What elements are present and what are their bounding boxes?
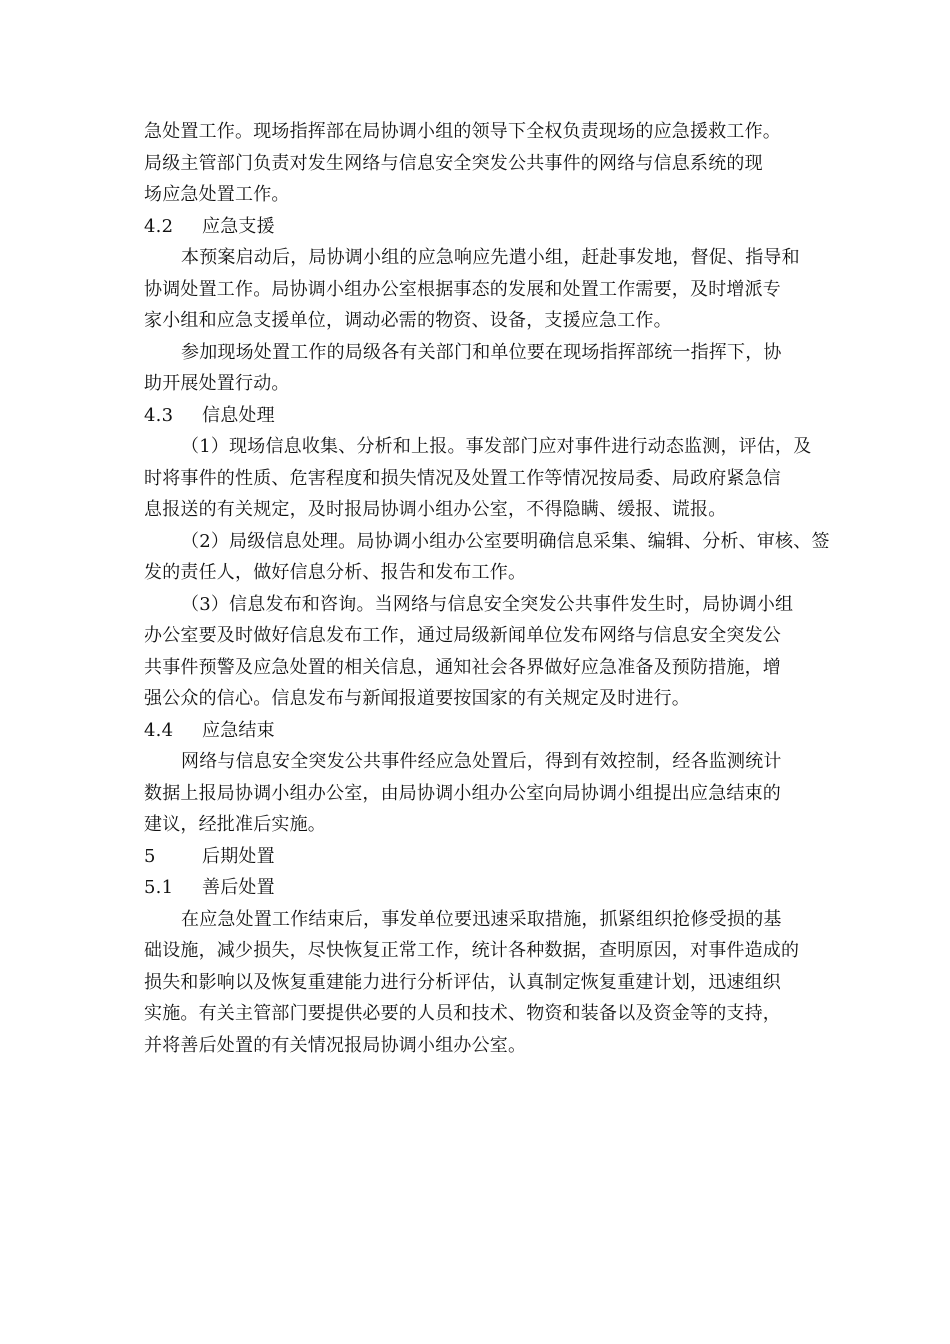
paragraph-line: 共事件预警及应急处置的相关信息，通知社会各界做好应急准备及预防措施，增	[144, 656, 781, 678]
paragraph-first-line: 本预案启动后，局协调小组的应急响应先遣小组，赶赴事发地，督促、指导和	[181, 247, 800, 268]
paragraph-line: 局级主管部门负责对发生网络与信息安全突发公共事件的网络与信息系统的现	[144, 152, 763, 174]
section-title: 应急支援	[202, 215, 275, 237]
paragraph-line: 础设施，减少损失，尽快恢复正常工作，统计各种数据，查明原因，对事件造成的	[144, 940, 800, 961]
section-heading	[144, 400, 812, 432]
paragraph-first-line: （2）局级信息处理。局协调小组办公室要明确信息采集、编辑、分析、审核、签	[181, 530, 830, 552]
paragraph-line: 办公室要及时做好信息发布工作，通过局级新闻单位发布网络与信息安全突发公	[144, 625, 781, 646]
paragraph-line: 急处置工作。现场指挥部在局协调小组的领导下全权负责现场的应急援救工作。	[144, 121, 781, 142]
section-title: 信息处理	[202, 404, 275, 426]
section-title: 善后处置	[202, 877, 275, 898]
paragraph-line: 助开展处置行动。	[144, 373, 290, 394]
section-heading	[144, 872, 812, 904]
section-title: 后期处置	[202, 845, 275, 867]
paragraph-line: 强公众的信心。信息发布与新闻报道要按国家的有关规定及时进行。	[144, 688, 690, 709]
paragraph-line: 损失和影响以及恢复重建能力进行分析评估，认真制定恢复重建计划，迅速组织	[144, 971, 781, 993]
paragraph-line: 发的责任人，做好信息分析、报告和发布工作。	[144, 562, 527, 583]
paragraph-line: 息报送的有关规定，及时报局协调小组办公室，不得隐瞒、缓报、谎报。	[144, 499, 727, 520]
paragraph-line: 场应急处置工作。	[144, 184, 290, 205]
section-number: 5.1	[144, 877, 174, 898]
paragraph-line: 时将事件的性质、危害程度和损失情况及处置工作等情况按局委、局政府紧急信	[144, 467, 781, 489]
section-number: 5	[144, 845, 156, 867]
paragraph-first-line: 网络与信息安全突发公共事件经应急处置后，得到有效控制，经各监测统计	[181, 751, 782, 772]
section-heading	[144, 715, 812, 747]
section-number: 4.4	[144, 719, 174, 741]
paragraph-first-line: （3）信息发布和咨询。当网络与信息安全突发公共事件发生时，局协调小组	[181, 593, 794, 615]
paragraph-first-line: 参加现场处置工作的局级各有关部门和单位要在现场指挥部统一指挥下，协	[181, 341, 782, 363]
paragraph-line: 并将善后处置的有关情况报局协调小组办公室。	[144, 1034, 527, 1056]
paragraph-first-line: （1）现场信息收集、分析和上报。事发部门应对事件进行动态监测，评估，及	[181, 436, 812, 457]
document-body	[144, 116, 830, 1061]
section-heading	[144, 211, 812, 243]
paragraph-line: 实施。有关主管部门要提供必要的人员和技术、物资和装备以及资金等的支持，	[144, 1003, 781, 1024]
paragraph-line: 协调处置工作。局协调小组办公室根据事态的发展和处置工作需要，及时增派专	[144, 278, 781, 300]
section-heading	[144, 841, 812, 873]
section-number: 4.3	[144, 404, 174, 426]
paragraph-line: 建议，经批准后实施。	[144, 814, 326, 835]
paragraph-first-line: 在应急处置工作结束后，事发单位要迅速采取措施，抓紧组织抢修受损的基	[181, 908, 782, 930]
section-number: 4.2	[144, 215, 174, 237]
paragraph-line: 家小组和应急支援单位，调动必需的物资、设备，支援应急工作。	[144, 310, 672, 331]
paragraph-line: 数据上报局协调小组办公室，由局协调小组办公室向局协调小组提出应急结束的	[144, 782, 781, 804]
section-title: 应急结束	[202, 719, 275, 741]
